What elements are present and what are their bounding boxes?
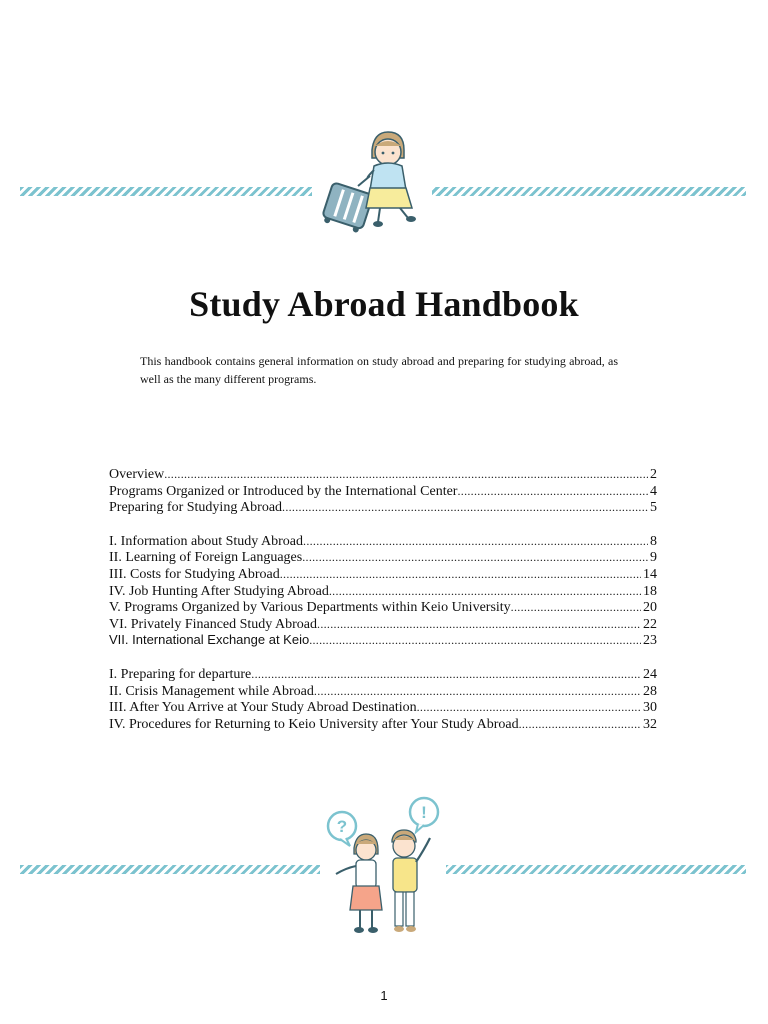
toc-entry-page: 8 xyxy=(650,533,657,549)
toc-entry-label: III. After You Arrive at Your Study Abroad Destination xyxy=(109,700,417,716)
toc-entry[interactable] xyxy=(109,533,657,550)
toc-entry[interactable] xyxy=(109,566,657,583)
question-mark-text: ? xyxy=(336,817,348,836)
toc-entry[interactable] xyxy=(109,599,657,616)
toc-entry[interactable] xyxy=(109,483,657,500)
toc-entry-label: II. Crisis Management while Abroad xyxy=(109,683,314,699)
document-title: Study Abroad Handbook xyxy=(189,284,579,324)
traveler-with-suitcase-icon xyxy=(312,128,432,234)
toc-entry-page: 30 xyxy=(643,700,657,716)
dot-leader xyxy=(309,632,641,650)
dot-leader xyxy=(317,616,641,634)
dot-leader xyxy=(329,583,641,601)
toc-entry-label: I. Information about Study Abroad xyxy=(109,533,304,549)
toc-entry-label: IV. Procedures for Returning to Keio University after Your Study Abroad xyxy=(109,716,519,732)
toc-entry[interactable] xyxy=(109,716,657,733)
toc-entry-label: VII. International Exchange at Keio xyxy=(109,632,310,648)
toc-entry-page: 18 xyxy=(643,583,657,599)
toc-entry-page: 14 xyxy=(643,566,657,582)
toc-group-information xyxy=(109,533,657,649)
dot-leader xyxy=(457,483,648,501)
toc-entry[interactable] xyxy=(109,699,657,716)
table-of-contents xyxy=(109,466,657,749)
toc-entry-label: III. Costs for Studying Abroad xyxy=(109,566,280,582)
toc-entry-page: 32 xyxy=(643,716,657,732)
dot-leader xyxy=(511,599,641,617)
toc-entry-page: 28 xyxy=(643,683,657,699)
toc-entry-page: 2 xyxy=(650,467,657,482)
toc-entry-label: Overview xyxy=(109,467,165,482)
toc-entry-label: II. Learning of Foreign Languages xyxy=(109,550,303,566)
toc-entry-page: 9 xyxy=(650,550,657,566)
toc-entry-page: 5 xyxy=(650,500,657,516)
dot-leader xyxy=(303,533,648,551)
dot-leader xyxy=(251,666,641,684)
toc-group-general xyxy=(109,466,657,516)
toc-entry-page: 20 xyxy=(643,600,657,616)
toc-entry[interactable] xyxy=(109,632,657,649)
toc-entry[interactable] xyxy=(109,466,657,483)
toc-entry[interactable] xyxy=(109,666,657,683)
toc-entry-label: Preparing for Studying Abroad xyxy=(109,500,283,516)
dot-leader xyxy=(282,499,648,517)
toc-entry[interactable] xyxy=(109,616,657,633)
toc-entry-label: VI. Privately Financed Study Abroad xyxy=(109,616,318,632)
toc-entry-page: 24 xyxy=(643,666,657,682)
page-number: 1 xyxy=(380,988,388,1003)
dot-leader xyxy=(280,566,641,584)
dot-leader xyxy=(164,466,648,484)
dot-leader xyxy=(417,699,641,717)
toc-entry[interactable] xyxy=(109,583,657,600)
dot-leader xyxy=(314,683,641,701)
dot-leader xyxy=(302,549,648,567)
toc-entry[interactable] xyxy=(109,499,657,516)
toc-entry-label: Programs Organized or Introduced by the International Center xyxy=(109,483,458,499)
two-students-question-exclamation-icon xyxy=(320,792,446,938)
exclamation-mark-text: ! xyxy=(421,803,427,822)
toc-entry-label: IV. Job Hunting After Studying Abroad xyxy=(109,583,329,599)
dot-leader xyxy=(519,716,641,734)
toc-entry[interactable] xyxy=(109,549,657,566)
toc-entry[interactable] xyxy=(109,683,657,700)
toc-entry-page: 23 xyxy=(643,633,657,649)
intro-paragraph: This handbook contains general information on study abroad and preparing for studying abroad, as well as the many different programs. xyxy=(140,354,618,386)
toc-entry-page: 22 xyxy=(643,616,657,632)
toc-entry-label: V. Programs Organized by Various Departments within Keio University xyxy=(109,600,511,616)
toc-entry-page: 4 xyxy=(650,483,657,499)
toc-entry-label: I. Preparing for departure xyxy=(109,666,252,682)
toc-group-departure xyxy=(109,666,657,732)
